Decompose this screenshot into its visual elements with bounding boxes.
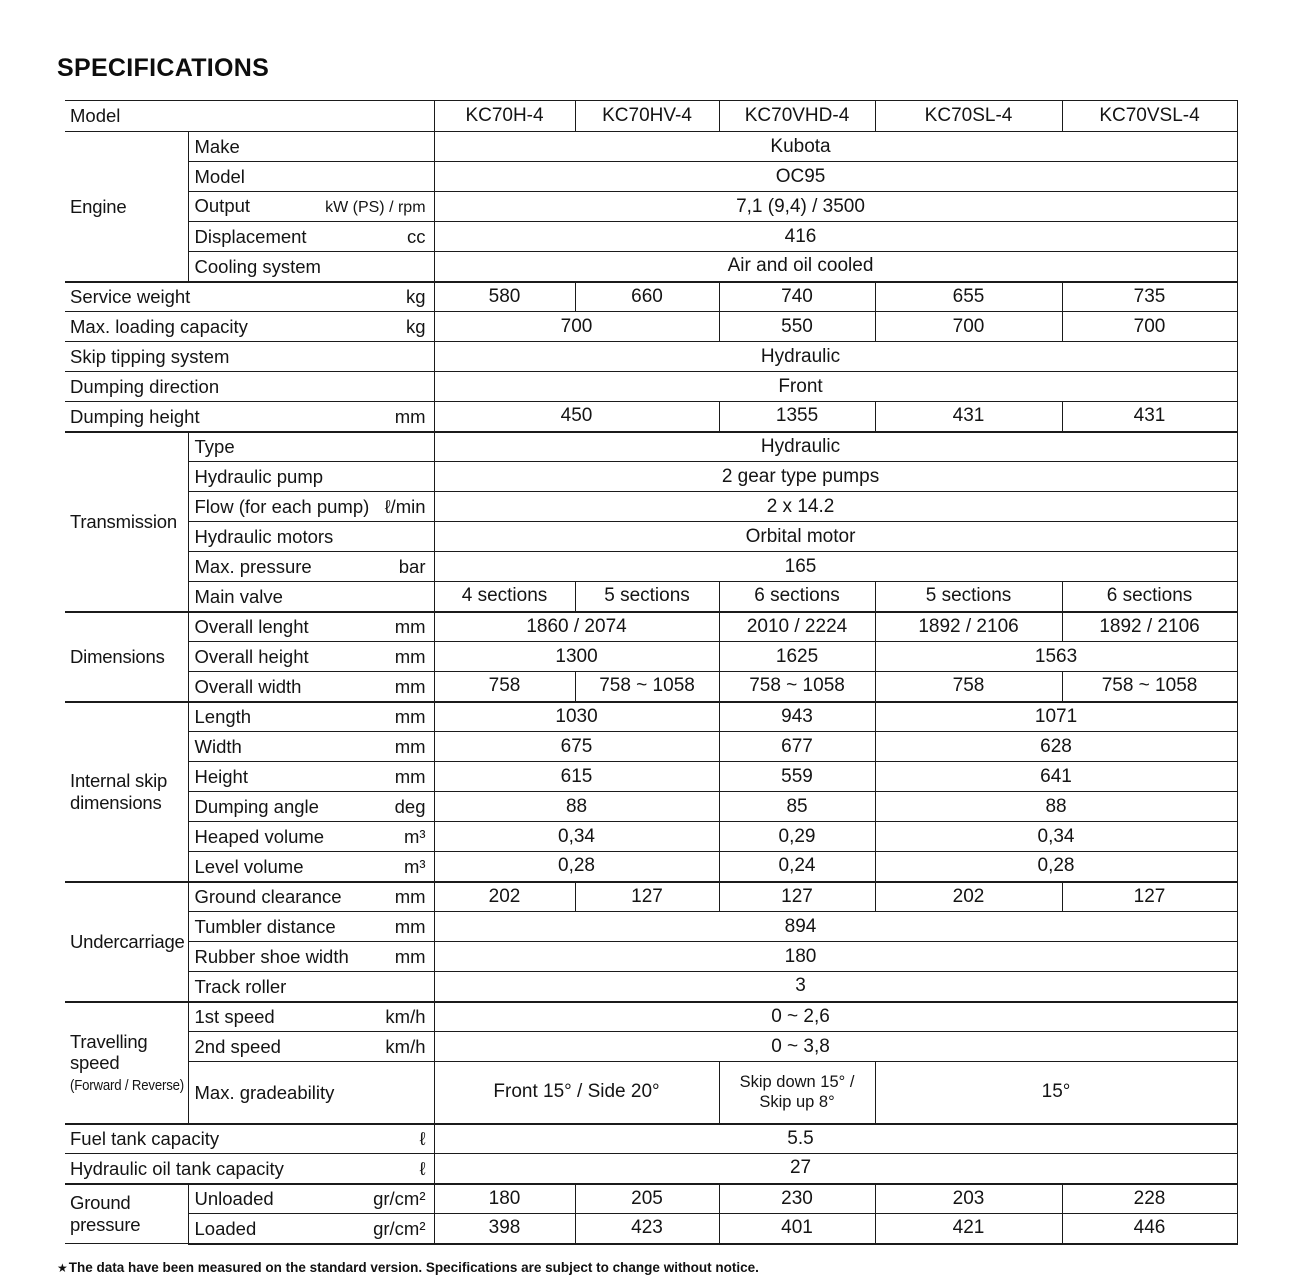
spec-value: 943	[719, 702, 875, 732]
row-label-text: Loaded	[194, 1217, 257, 1239]
row-label-text: Main valve	[194, 585, 283, 607]
table-row	[65, 342, 1237, 372]
row-label-text: Max. gradeability	[194, 1081, 335, 1103]
table-row	[65, 252, 1237, 282]
spec-value: 735	[1062, 282, 1237, 312]
footnote	[57, 1260, 1302, 1275]
row-label-text: Level volume	[194, 855, 304, 877]
row-label-text: Max. pressure	[194, 555, 312, 577]
row-label	[188, 1184, 434, 1214]
spec-value: OC95	[434, 162, 1237, 192]
model-name-kc70vsl4: KC70VSL-4	[1062, 101, 1237, 132]
spec-value: 1860 / 2074	[434, 612, 719, 642]
spec-value: 0,34	[875, 822, 1237, 852]
spec-value: Air and oil cooled	[434, 252, 1237, 282]
row-label-text: Ground clearance	[194, 886, 342, 908]
row-label-text: Skip tipping system	[70, 345, 230, 367]
spec-value: 127	[719, 882, 875, 912]
row-label	[188, 222, 434, 252]
row-label-text: 2nd speed	[194, 1035, 281, 1057]
section-label-text: Travelling speed	[70, 1030, 148, 1073]
spec-value: 202	[434, 882, 575, 912]
spec-value: 758	[875, 672, 1062, 702]
spec-value: Skip down 15° / Skip up 8°	[719, 1062, 875, 1124]
spec-value: 758 ~ 1058	[1062, 672, 1237, 702]
table-row	[65, 312, 1237, 342]
row-label-text: Width	[194, 735, 242, 757]
spec-value: 203	[875, 1184, 1062, 1214]
spec-value: 6 sections	[1062, 582, 1237, 612]
row-label	[188, 1002, 434, 1032]
row-label-text: Length	[194, 706, 252, 728]
spec-value: 0,28	[875, 852, 1237, 882]
row-label-text: Flow (for each pump)	[194, 495, 370, 517]
row-label	[188, 1032, 434, 1062]
row-label	[188, 552, 434, 582]
row-label-text: Output	[194, 195, 251, 217]
spec-value: 700	[1062, 312, 1237, 342]
row-label-text: Heaped volume	[194, 825, 325, 847]
row-label	[65, 312, 434, 342]
section-label-undercarriage: Undercarriage	[65, 882, 188, 1002]
table-row	[65, 132, 1237, 162]
row-label	[188, 792, 434, 822]
table-row	[65, 522, 1237, 552]
row-label-text: Unloaded	[194, 1188, 274, 1210]
row-label	[188, 822, 434, 852]
section-label-engine: Engine	[65, 132, 188, 282]
row-label-text: Dumping angle	[194, 795, 319, 817]
spec-value: 431	[875, 402, 1062, 432]
spec-value: 615	[434, 762, 719, 792]
table-row	[65, 462, 1237, 492]
spec-value: 7,1 (9,4) / 3500	[434, 192, 1237, 222]
row-label-text: Overall height	[194, 645, 309, 667]
spec-value: 5 sections	[575, 582, 719, 612]
spec-value: 180	[434, 1184, 575, 1214]
spec-value: 0 ~ 3,8	[434, 1032, 1237, 1062]
spec-value: 758 ~ 1058	[575, 672, 719, 702]
row-unit: cc	[407, 225, 426, 247]
spec-value: 894	[434, 912, 1237, 942]
spec-value: 88	[434, 792, 719, 822]
spec-value: 85	[719, 792, 875, 822]
row-label-text: Model	[70, 105, 121, 127]
spec-value: 758 ~ 1058	[719, 672, 875, 702]
row-label	[65, 1124, 434, 1154]
spec-value: 758	[434, 672, 575, 702]
spec-value: 641	[875, 762, 1237, 792]
row-unit: mm	[394, 675, 426, 697]
row-unit: kW (PS) / rpm	[325, 199, 426, 217]
model-name-kc70hv4: KC70HV-4	[575, 101, 719, 132]
row-label	[188, 762, 434, 792]
row-unit: mm	[394, 735, 426, 757]
table-row	[65, 492, 1237, 522]
row-unit: kg	[405, 315, 426, 337]
table-row	[65, 612, 1237, 642]
spec-value: 2 gear type pumps	[434, 462, 1237, 492]
table-row	[65, 672, 1237, 702]
spec-value: 0 ~ 2,6	[434, 1002, 1237, 1032]
row-label-text: Cooling system	[194, 255, 321, 277]
row-label-text: Displacement	[194, 225, 307, 247]
spec-value: 700	[434, 312, 719, 342]
table-row	[65, 101, 1237, 132]
spec-value: 180	[434, 942, 1237, 972]
table-row	[65, 1154, 1237, 1184]
row-label-text: Hydraulic pump	[194, 465, 324, 487]
row-label-text: Tumbler distance	[194, 915, 336, 937]
spec-value: 1625	[719, 642, 875, 672]
spec-value: 660	[575, 282, 719, 312]
spec-value: 450	[434, 402, 719, 432]
row-unit: mm	[394, 616, 426, 638]
table-row	[65, 222, 1237, 252]
row-label-text: Make	[194, 135, 240, 157]
row-unit: mm	[394, 405, 426, 427]
row-label	[188, 462, 434, 492]
spec-value: 230	[719, 1184, 875, 1214]
row-label-text: Service weight	[70, 286, 191, 308]
spec-value: 431	[1062, 402, 1237, 432]
table-row	[65, 1062, 1237, 1124]
spec-value: 401	[719, 1214, 875, 1244]
row-label	[188, 672, 434, 702]
section-label-transmission: Transmission	[65, 432, 188, 612]
row-label	[188, 1062, 434, 1124]
row-label	[188, 492, 434, 522]
table-row	[65, 1124, 1237, 1154]
spec-value: Orbital motor	[434, 522, 1237, 552]
spec-value: 675	[434, 732, 719, 762]
row-label-text: Rubber shoe width	[194, 945, 349, 967]
spec-value: 2 x 14.2	[434, 492, 1237, 522]
spec-value: 423	[575, 1214, 719, 1244]
row-label-text: Max. loading capacity	[70, 315, 248, 337]
row-label	[65, 282, 434, 312]
row-unit: m³	[403, 825, 426, 847]
spec-value: 416	[434, 222, 1237, 252]
spec-value: 127	[1062, 882, 1237, 912]
spec-value: 677	[719, 732, 875, 762]
row-label	[188, 852, 434, 882]
table-row	[65, 552, 1237, 582]
row-unit: kg	[405, 286, 426, 308]
spec-value: 5.5	[434, 1124, 1237, 1154]
row-unit: deg	[394, 795, 426, 817]
row-label	[188, 882, 434, 912]
table-row	[65, 702, 1237, 732]
section-label-ground-pressure: Ground pressure	[65, 1184, 188, 1244]
row-unit: bar	[398, 555, 426, 577]
row-unit: mm	[394, 645, 426, 667]
row-unit: ℓ	[419, 1128, 426, 1150]
spec-value: 3	[434, 972, 1237, 1002]
table-row	[65, 852, 1237, 882]
row-unit: mm	[394, 945, 426, 967]
table-row	[65, 882, 1237, 912]
row-unit: mm	[394, 765, 426, 787]
row-label	[65, 372, 434, 402]
spec-value: Hydraulic	[434, 342, 1237, 372]
row-label-text: Model	[194, 165, 245, 187]
specifications-table	[65, 100, 1238, 1245]
row-label-text: Dumping height	[70, 405, 200, 427]
row-unit: gr/cm²	[373, 1217, 426, 1239]
spec-value: Kubota	[434, 132, 1237, 162]
spec-value: 27	[434, 1154, 1237, 1184]
spec-value: 550	[719, 312, 875, 342]
spec-value: 1071	[875, 702, 1237, 732]
spec-value: 0,34	[434, 822, 719, 852]
table-row	[65, 372, 1237, 402]
spec-value: 655	[875, 282, 1062, 312]
row-unit: km/h	[385, 1035, 426, 1057]
row-label	[188, 732, 434, 762]
spec-value: 127	[575, 882, 719, 912]
row-label-text: Hydraulic motors	[194, 525, 334, 547]
row-unit: m³	[403, 855, 426, 877]
table-row	[65, 642, 1237, 672]
table-row	[65, 402, 1237, 432]
spec-value: 4 sections	[434, 582, 575, 612]
spec-value: 0,29	[719, 822, 875, 852]
row-label	[188, 192, 434, 222]
row-label	[65, 342, 434, 372]
spec-value: 1300	[434, 642, 719, 672]
row-label-text: Height	[194, 765, 248, 787]
table-row	[65, 1032, 1237, 1062]
table-row	[65, 972, 1237, 1002]
row-label-text: Track roller	[194, 975, 287, 997]
row-label	[188, 1214, 434, 1244]
table-row	[65, 942, 1237, 972]
row-unit: mm	[394, 915, 426, 937]
spec-value: 88	[875, 792, 1237, 822]
spec-value: 398	[434, 1214, 575, 1244]
row-label	[65, 402, 434, 432]
footnote-star-icon: ★	[57, 1260, 68, 1275]
table-row	[65, 1002, 1237, 1032]
spec-value: 1892 / 2106	[875, 612, 1062, 642]
spec-value: 421	[875, 1214, 1062, 1244]
row-unit: ℓ/min	[384, 495, 426, 517]
row-label	[188, 912, 434, 942]
footnote-text: The data have been measured on the standard version. Specifications are subject to change without notice.	[68, 1259, 759, 1275]
row-label	[188, 522, 434, 552]
model-name-kc70sl4: KC70SL-4	[875, 101, 1062, 132]
spec-value: 1892 / 2106	[1062, 612, 1237, 642]
spec-value: 205	[575, 1184, 719, 1214]
row-label	[188, 972, 434, 1002]
row-unit: mm	[394, 706, 426, 728]
spec-value: 202	[875, 882, 1062, 912]
row-unit: mm	[394, 886, 426, 908]
row-label	[188, 132, 434, 162]
spec-value: 1563	[875, 642, 1237, 672]
row-label-text: Hydraulic oil tank capacity	[70, 1157, 284, 1179]
table-row	[65, 912, 1237, 942]
page-title: SPECIFICATIONS	[57, 54, 270, 82]
spec-value: Hydraulic	[434, 432, 1237, 462]
table-row	[65, 582, 1237, 612]
spec-value: 740	[719, 282, 875, 312]
row-label	[188, 612, 434, 642]
spec-value: 559	[719, 762, 875, 792]
row-label	[188, 942, 434, 972]
section-sublabel-text: (Forward / Reverse)	[70, 1077, 185, 1095]
spec-value: 6 sections	[719, 582, 875, 612]
spec-value: 5 sections	[875, 582, 1062, 612]
spec-value: 628	[875, 732, 1237, 762]
table-row	[65, 162, 1237, 192]
section-label-travelling-speed	[65, 1002, 188, 1124]
spec-value: 15°	[875, 1062, 1237, 1124]
table-row	[65, 792, 1237, 822]
row-label-text: Overall lenght	[194, 616, 309, 638]
table-row	[65, 192, 1237, 222]
table-row	[65, 762, 1237, 792]
spec-value: 1030	[434, 702, 719, 732]
row-label-text: Type	[194, 436, 235, 458]
spec-value: 0,24	[719, 852, 875, 882]
row-label-text: Dumping direction	[70, 375, 220, 397]
row-label	[188, 252, 434, 282]
table-row	[65, 822, 1237, 852]
row-label	[188, 162, 434, 192]
row-unit: ℓ	[419, 1157, 426, 1179]
table-row	[65, 282, 1237, 312]
model-name-kc70h4: KC70H-4	[434, 101, 575, 132]
section-label-dimensions: Dimensions	[65, 612, 188, 702]
row-label	[188, 642, 434, 672]
table-row	[65, 1184, 1237, 1214]
model-header-label	[65, 101, 434, 132]
table-row	[65, 432, 1237, 462]
spec-value: 700	[875, 312, 1062, 342]
row-label-text: Overall width	[194, 675, 302, 697]
spec-value: 580	[434, 282, 575, 312]
row-label	[188, 432, 434, 462]
spec-value: 2010 / 2224	[719, 612, 875, 642]
row-unit: gr/cm²	[373, 1188, 426, 1210]
spec-value: 446	[1062, 1214, 1237, 1244]
spec-value: 0,28	[434, 852, 719, 882]
row-label	[188, 702, 434, 732]
spec-value: Front 15° / Side 20°	[434, 1062, 719, 1124]
table-row	[65, 732, 1237, 762]
row-label-text: Fuel tank capacity	[70, 1128, 220, 1150]
model-name-kc70vhd4: KC70VHD-4	[719, 101, 875, 132]
row-unit: km/h	[385, 1006, 426, 1028]
spec-value: 165	[434, 552, 1237, 582]
section-label-internal-skip-dimensions: Internal skip dimensions	[65, 702, 188, 882]
spec-value: 228	[1062, 1184, 1237, 1214]
spec-value: Front	[434, 372, 1237, 402]
spec-value: 1355	[719, 402, 875, 432]
row-label-text: 1st speed	[194, 1006, 275, 1028]
table-row	[65, 1214, 1237, 1244]
row-label	[188, 582, 434, 612]
row-label	[65, 1154, 434, 1184]
